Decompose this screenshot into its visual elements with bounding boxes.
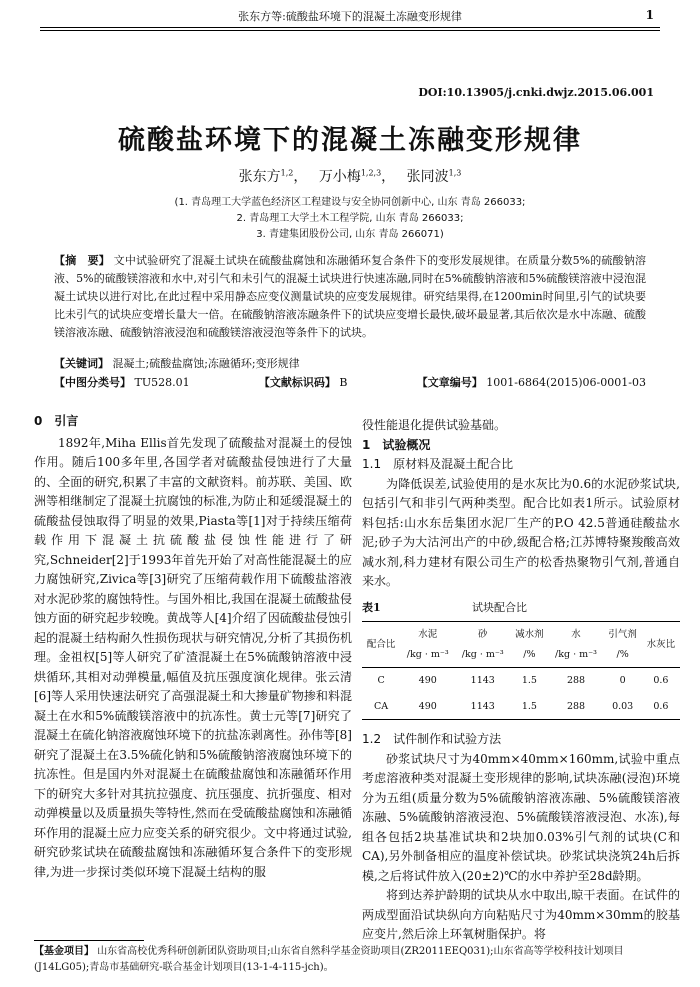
keywords <box>54 355 646 371</box>
funding-text: 山东省高校优秀科研创新团队资助项目;山东省自然科学基金资助项目(ZR2011EEQ031);山东省高等学校科技计划项目(J14LG05);青岛市基础研究-联合基金计划项目(13-1-4-115-jch)。 <box>34 946 624 973</box>
right-column <box>362 416 680 945</box>
table-label: 表1 <box>362 600 381 614</box>
affiliation-3: 3. 青建集团股份公司, 山东 青岛 266071) <box>256 229 444 240</box>
table-header-4: 水 /kg · m⁻³ <box>555 629 597 660</box>
author-list: 张东方$^{1,2}$， 万小梅$^{1,2,3}$， 张同波$^{1,3}$ <box>238 168 462 185</box>
section-heading-intro: 0 引言 <box>34 414 79 428</box>
clc: 【中图分类号】 TU528.01 <box>54 376 190 389</box>
keywords-label: 【关键词】 <box>54 357 109 370</box>
table-title: 试块配合比 <box>472 600 527 614</box>
table-header-1: 水泥 /kg · m⁻³ <box>406 629 449 660</box>
left-column <box>34 412 352 882</box>
doi: DOI:10.13905/j.cnki.dwjz.2015.06.001 <box>418 86 654 99</box>
continued-text: 役性能退化提供试验基础。 <box>362 418 507 432</box>
funding-label: 【基金项目】 <box>34 946 94 957</box>
author-1: 张东方$^{1,2}$ <box>238 168 294 185</box>
page-number: 1 <box>645 8 654 22</box>
paragraph-materials: 为降低误差,试验使用的是水灰比为0.6的水泥砂浆试块,包括引气和非引气两种类型。配合比如表1所示。试验原材料包括:山水东岳集团水泥厂生产的P.O 42.5普通硅酸盐水泥;砂子为大沽河出产的中砂,级配合格;江苏博特聚羧酸高效减水剂,科力建材有限公司生产的松香热聚物引气剂,普通自来水。 <box>362 476 680 588</box>
header-rule <box>40 27 660 28</box>
abstract-text: 文中试验研究了混凝土试块在硫酸盐腐蚀和冻融循环复合条件下的变形发展规律。在质量分数5%的硫酸钠溶液、5%的硫酸镁溶液和水中,对引气和未引气的混凝土试块进行快速冻融,同时在5%硫酸钠溶液和5%硫酸镁溶液中浸泡混凝土试块以进行对比,在此过程中采用静态应变仪测量试块的应变发展规律。研究结果得,在1200min时间里,引气的试块要比未引气的试块应变增长量大一倍。在硫酸钠溶液冻融条件下的试块应变增长最快,破坏最显著,其后依次是水中冻融、硫酸镁溶液冻融、硫酸钠溶液浸泡和硫酸镁溶液浸泡等条件下的试块。 <box>54 254 647 339</box>
table-header-0: 配合比 <box>366 638 396 650</box>
table-header-3: 减水剂 /% <box>515 629 544 660</box>
abstract-label: 【摘 要】 <box>54 254 110 267</box>
table-row: C 490 1143 1.5 288 0 0.6 <box>377 675 669 686</box>
page-title: 硫酸盐环境下的混凝土冻融变形规律 <box>118 125 582 156</box>
header-rule-2 <box>40 30 660 31</box>
footnote-rule <box>34 940 144 941</box>
table-header-5: 引气剂 /% <box>608 629 637 660</box>
abstract <box>54 252 646 342</box>
section-heading-1-1: 1.1 原材料及混凝土配合比 <box>362 457 514 471</box>
author-2: 万小梅$^{1,2,3}$ <box>318 168 382 185</box>
table-row: CA 490 1143 1.5 288 0.03 0.6 <box>362 694 680 720</box>
table-header-2: 砂 /kg · m⁻³ <box>461 629 504 660</box>
affiliation-1: (1. 青岛理工大学蓝色经济区工程建设与安全协同创新中心, 山东 青岛 266033; <box>174 197 526 208</box>
paragraph-specimen: 砂浆试块尺寸为40mm×40mm×160mm,试验中重点考虑溶液种类对混凝土变形规律的影响,试块冻融(浸泡)环境分为五组(质量分数为5%硫酸钠溶液冻融、5%硫酸镁溶液冻融、5%硫酸钠溶液浸泡、5%硫酸镁溶液浸泡、水冻),每组各包括2块基准试块和2块加0.03%引气剂的试块(C和CA),另外制备相应的温度补偿试块。砂浆试块浇筑24h后拆模,之后将试件放入(20±2)℃的水中养护至28d龄期。 <box>362 751 680 883</box>
keywords-text: 混凝土;硫酸盐腐蚀;冻融循环;变形规律 <box>112 357 300 370</box>
funding-note <box>34 944 666 976</box>
table-caption <box>362 598 680 618</box>
intro-paragraph: 1892年,Miha Ellis首先发现了硫酸盐对混凝土的侵蚀作用。随后100多年里,各国学者对硫酸盐侵蚀进行了大量的、全面的研究,积累了丰富的文献资料。前苏联、美国、欧洲等相继制定了混凝土抗腐蚀的标准,为防止和延缓混凝土的硫酸盐侵蚀取得了明显的效果,Piasta等[1]对于持续压缩荷载作用下混凝土抗硫酸盐侵蚀性能进行了研究,Schneider[2]于1993年首先开始了对高性能混凝土的应力腐蚀研究,Zivica等[3]研究了压缩荷载作用下硫酸盐溶液对水泥砂浆的腐蚀特性。与国外相比,我国在混凝土硫酸盐侵蚀方面的研究起步较晚。黄战等人[4]介绍了因硫酸盐侵蚀引起的混凝土结构耐久性损伤现状与研究情况,分析了其损伤机理。金祖权[5]等人研究了矿渣混凝土在5%硫酸钠溶液中浸烘循环,其相对动弹模量,幅值及抗压强度演化规律。张云清[6]等人采用快速法研究了高强混凝土和大掺量矿物掺和料混凝土在水和5%硫酸镁溶液中的抗冻性。黄士元等[7]研究了混凝土在硫化钠溶液腐蚀环境下的抗盐冻剥离性。孙伟等[8]研究了混凝土在3.5%硫化钠和5%硫酸钠溶液腐蚀环境下的抗冻性。但是国内外对混凝土在硫酸盐腐蚀和冻融循环作用下的研究大多针对其抗拉强度、抗压强度、抗折强度、相对动弹模量以及质量损失等特性,然而在受硫酸盐腐蚀和冻融循环作用的混凝土应力应变关系的研究很少。文中将通过试验,研究砂浆试块在硫酸盐腐蚀和冻融循环复合条件下的变形规律,为进一步探讨类似环境下混凝土结构的服 <box>34 435 352 879</box>
table-header-6: 水灰比 <box>646 638 676 650</box>
article-number: 【文章编号】 1001-6864(2015)06-0001-03 <box>416 376 646 389</box>
running-title: 张东方等:硫酸盐环境下的混凝土冻融变形规律 <box>238 10 462 23</box>
author-3: 张同波$^{1,3}$ <box>406 168 462 185</box>
mix-proportion-table <box>362 621 680 720</box>
section-heading-1-2: 1.2 试件制作和试验方法 <box>362 732 502 746</box>
affiliation-2: 2. 青岛理工大学土木工程学院, 山东 青岛 266033; <box>236 213 464 224</box>
classification-line <box>54 374 646 390</box>
section-heading-1: 1 试验概况 <box>362 437 431 452</box>
doc-code: 【文献标识码】 B <box>258 376 348 389</box>
paragraph-procedure: 将到达养护龄期的试块从水中取出,晾干表面。在试件的两成型面沿试块纵向方向粘贴尺寸为40mm×30mm的胶基应变片,然后涂上环氧树脂保护。将 <box>362 888 680 941</box>
